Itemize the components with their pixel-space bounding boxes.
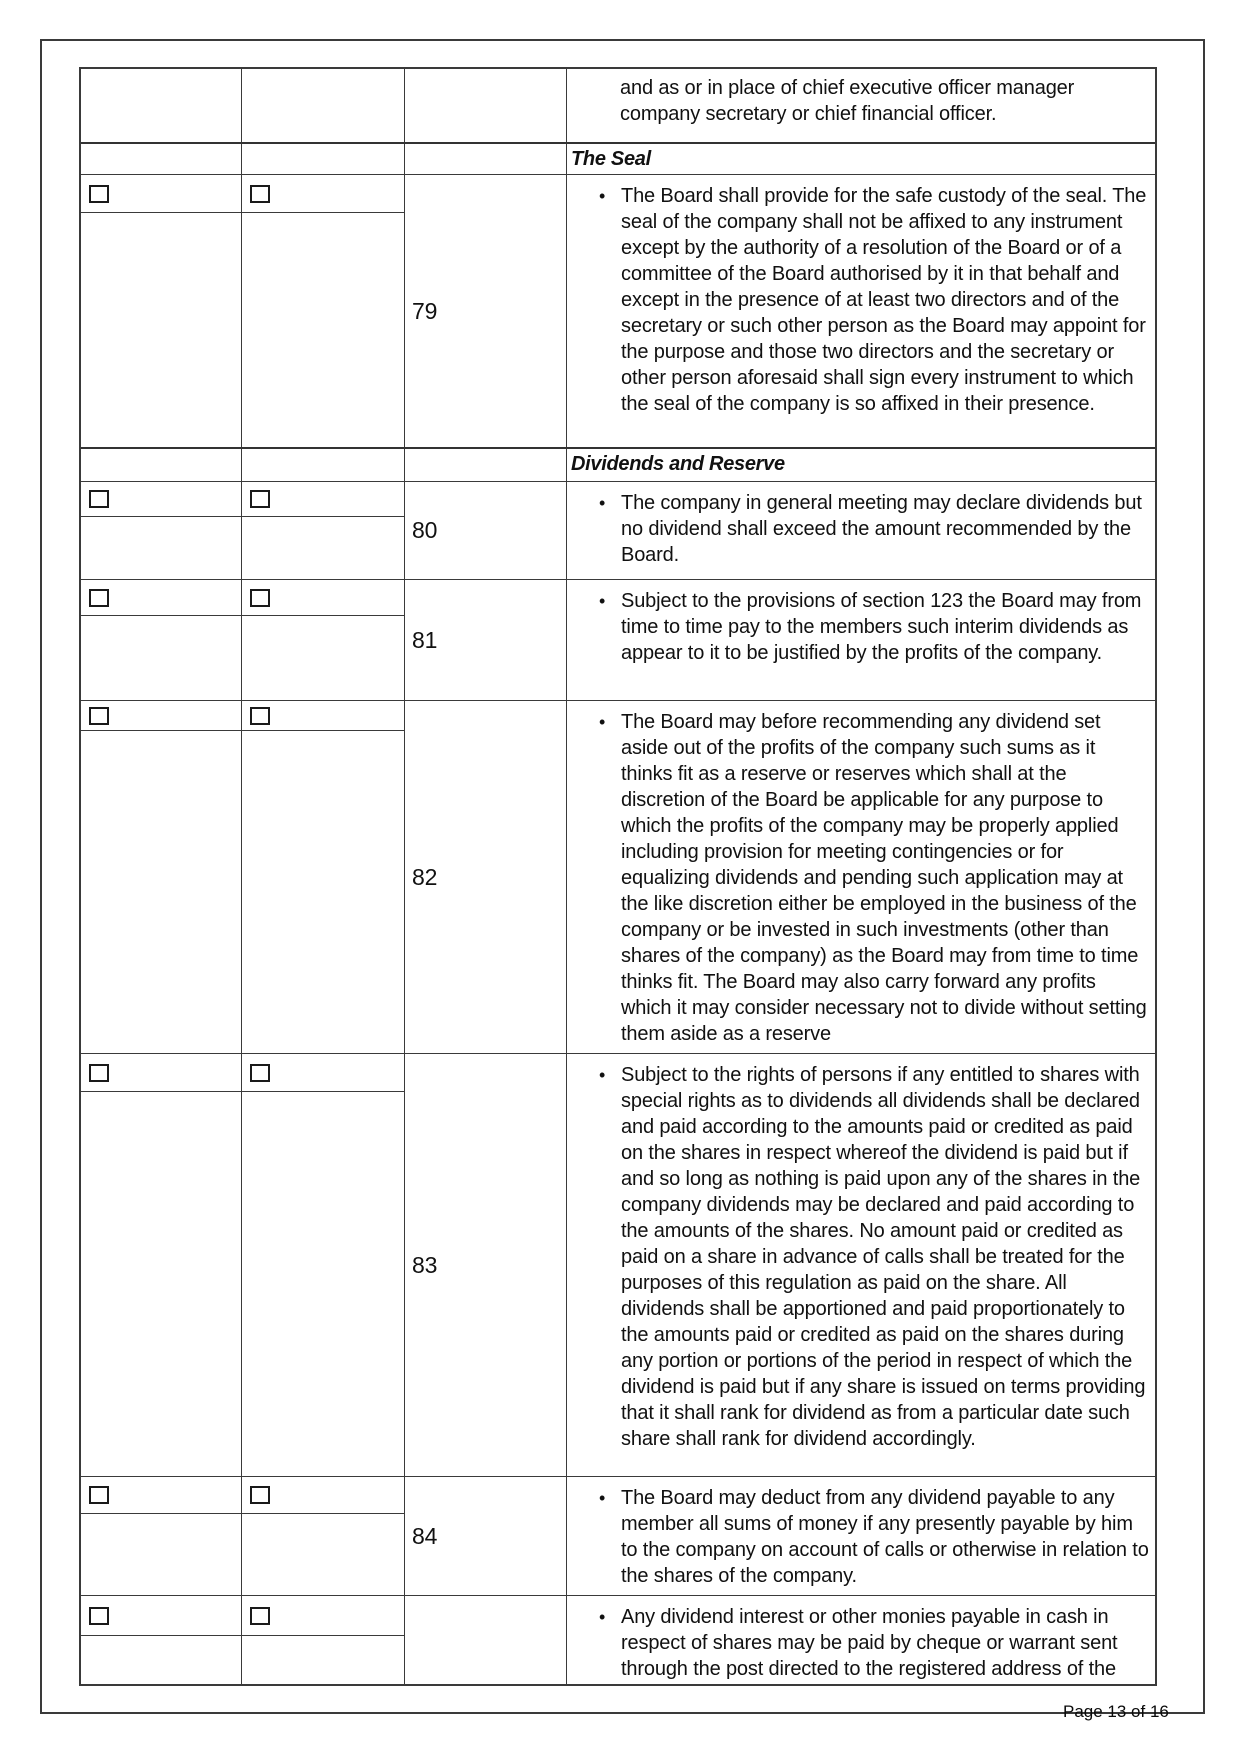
checkbox-cell xyxy=(242,175,405,447)
checkbox[interactable] xyxy=(250,1486,270,1504)
article-number-cell xyxy=(405,1596,567,1686)
checkbox-cell xyxy=(81,482,242,579)
checkbox-cell xyxy=(81,580,242,700)
article-text-cell xyxy=(567,175,1155,447)
article-number: 79 xyxy=(412,297,438,324)
articles-table xyxy=(79,67,1157,1686)
article-text-cell xyxy=(567,69,1155,142)
article-text-cell xyxy=(567,1596,1155,1686)
empty-cell xyxy=(242,144,405,174)
section-title: The Seal xyxy=(571,148,651,170)
table-row-continuation xyxy=(81,69,1155,142)
table-row xyxy=(81,174,1155,447)
checkbox-subrow xyxy=(242,580,404,616)
article-number-cell xyxy=(405,1054,567,1476)
checkbox-subrow xyxy=(81,1054,241,1092)
checkbox-subrow xyxy=(242,701,404,731)
checkbox[interactable] xyxy=(250,589,270,607)
article-text-cell xyxy=(567,1054,1155,1476)
article-text: • Subject to the rights of persons if any entitled to shares with special rights as to dividends all dividends shall be declared and paid according to the amounts paid or credited as paid on the shares in respect whereof the dividend is paid but if and so long as nothing is paid upon any of the shares in the company dividends may be declared and paid according to the amounts of the shares. No amount paid or credited as paid on a share in advance of calls shall be treated for the purposes of this regulation as paid on the share. All dividends shall be apportioned and paid proportionately to the amounts paid or credited as paid on the shares during any portion or portions of the period in respect of which the dividend is paid but if any share is issued on terms providing that it shall rank for dividend as from a particular date such share shall rank for dividend accordingly. xyxy=(567,1054,1155,1458)
article-number-cell xyxy=(405,1477,567,1595)
checkbox-cell xyxy=(242,701,405,1053)
checkbox-subrow xyxy=(242,1477,404,1514)
article-number: 81 xyxy=(412,626,438,653)
article-number: 80 xyxy=(412,517,438,543)
checkbox-subrow xyxy=(242,482,404,517)
article-number-cell xyxy=(405,482,567,579)
checkbox[interactable] xyxy=(89,1486,109,1504)
checkbox[interactable] xyxy=(250,1064,270,1082)
section-row xyxy=(81,447,1155,481)
article-number-cell xyxy=(405,701,567,1053)
article-number: 83 xyxy=(412,1251,438,1278)
checkbox-subrow xyxy=(242,1054,404,1092)
empty-cell xyxy=(242,69,405,142)
checkbox-subrow xyxy=(81,175,241,213)
checkbox-subrow xyxy=(242,1596,404,1636)
empty-number-cell xyxy=(405,69,567,142)
article-text-cell xyxy=(567,1477,1155,1595)
article-text-cell xyxy=(567,580,1155,700)
article-continuation-text: and as or in place of chief executive officer manager company secretary or chief financial officer. xyxy=(620,77,1075,125)
empty-cell xyxy=(81,449,242,481)
checkbox-subrow xyxy=(81,580,241,616)
checkbox-cell xyxy=(81,1596,242,1686)
checkbox[interactable] xyxy=(89,185,109,203)
table-row xyxy=(81,1595,1155,1686)
checkbox-cell xyxy=(242,1054,405,1476)
empty-number-cell xyxy=(405,144,567,174)
table-row xyxy=(81,579,1155,700)
table-row xyxy=(81,700,1155,1053)
checkbox-subrow xyxy=(81,701,241,731)
empty-cell xyxy=(81,144,242,174)
checkbox[interactable] xyxy=(250,490,270,508)
checkbox-cell xyxy=(81,701,242,1053)
checkbox-cell xyxy=(81,175,242,447)
table-row xyxy=(81,1476,1155,1595)
article-text: • Subject to the provisions of section 123 the Board may from time to time pay to the members such interim dividends as appear to it to be justified by the profits of the company. xyxy=(567,580,1155,672)
checkbox[interactable] xyxy=(89,707,109,725)
article-number-cell xyxy=(405,175,567,447)
table-row xyxy=(81,1053,1155,1476)
checkbox-cell xyxy=(81,1054,242,1476)
table-row xyxy=(81,481,1155,579)
empty-number-cell xyxy=(405,449,567,481)
checkbox[interactable] xyxy=(89,589,109,607)
checkbox-subrow xyxy=(81,1596,241,1636)
article-text: • The company in general meeting may declare dividends but no dividend shall exceed the amount recommended by the Board. xyxy=(567,482,1155,574)
article-text-cell xyxy=(567,701,1155,1053)
article-text: • Any dividend interest or other monies payable in cash in respect of shares may be paid by cheque or warrant sent through the post directed to the registered address of the xyxy=(567,1596,1155,1686)
article-text: • The Board shall provide for the safe custody of the seal. The seal of the company shall not be affixed to any instrument except by the authority of a resolution of the Board or of a committee of the Board authorised by it in that behalf and except in the presence of at least two directors and of the secretary or such other person as the Board may appoint for the purpose and those two directors and the secretary or other person aforesaid shall sign every instrument to which the seal of the company is so affixed in their presence. xyxy=(567,175,1155,423)
checkbox-cell xyxy=(242,580,405,700)
checkbox[interactable] xyxy=(89,1064,109,1082)
checkbox-cell xyxy=(81,1477,242,1595)
article-number-cell xyxy=(405,580,567,700)
checkbox[interactable] xyxy=(89,1607,109,1625)
empty-cell xyxy=(81,69,242,142)
checkbox-subrow xyxy=(242,175,404,213)
empty-cell xyxy=(242,449,405,481)
checkbox-subrow xyxy=(81,482,241,517)
checkbox[interactable] xyxy=(250,185,270,203)
section-title-cell xyxy=(567,144,1155,174)
article-text: • The Board may deduct from any dividend payable to any member all sums of money if any presently payable by him to the company on account of calls or otherwise in relation to the shares of the company. xyxy=(567,1477,1155,1595)
section-title-cell xyxy=(567,449,1155,481)
checkbox-subrow xyxy=(81,1477,241,1514)
section-row xyxy=(81,142,1155,174)
article-text-cell xyxy=(567,482,1155,579)
checkbox-cell xyxy=(242,1477,405,1595)
checkbox-cell xyxy=(242,482,405,579)
page-footer: Page 13 of 16 xyxy=(1063,1702,1169,1721)
article-number: 82 xyxy=(412,863,438,890)
checkbox[interactable] xyxy=(250,1607,270,1625)
checkbox-cell xyxy=(242,1596,405,1686)
checkbox[interactable] xyxy=(89,490,109,508)
checkbox[interactable] xyxy=(250,707,270,725)
section-title: Dividends and Reserve xyxy=(571,453,785,475)
article-text: • The Board may before recommending any dividend set aside out of the profits of the company such sums as it thinks fit as a reserve or reserves which shall at the discretion of the Board be applicable for any purpose to which the profits of the company may be properly applied including provision for meeting contingencies or for equalizing dividends and pending such application may at the like discretion either be employed in the business of the company or be invested in such investments (other than shares of the company) as the Board may from time to time thinks fit. The Board may also carry forward any profits which it may consider necessary not to divide without setting them aside as a reserve xyxy=(567,701,1155,1053)
article-number: 84 xyxy=(412,1522,438,1549)
